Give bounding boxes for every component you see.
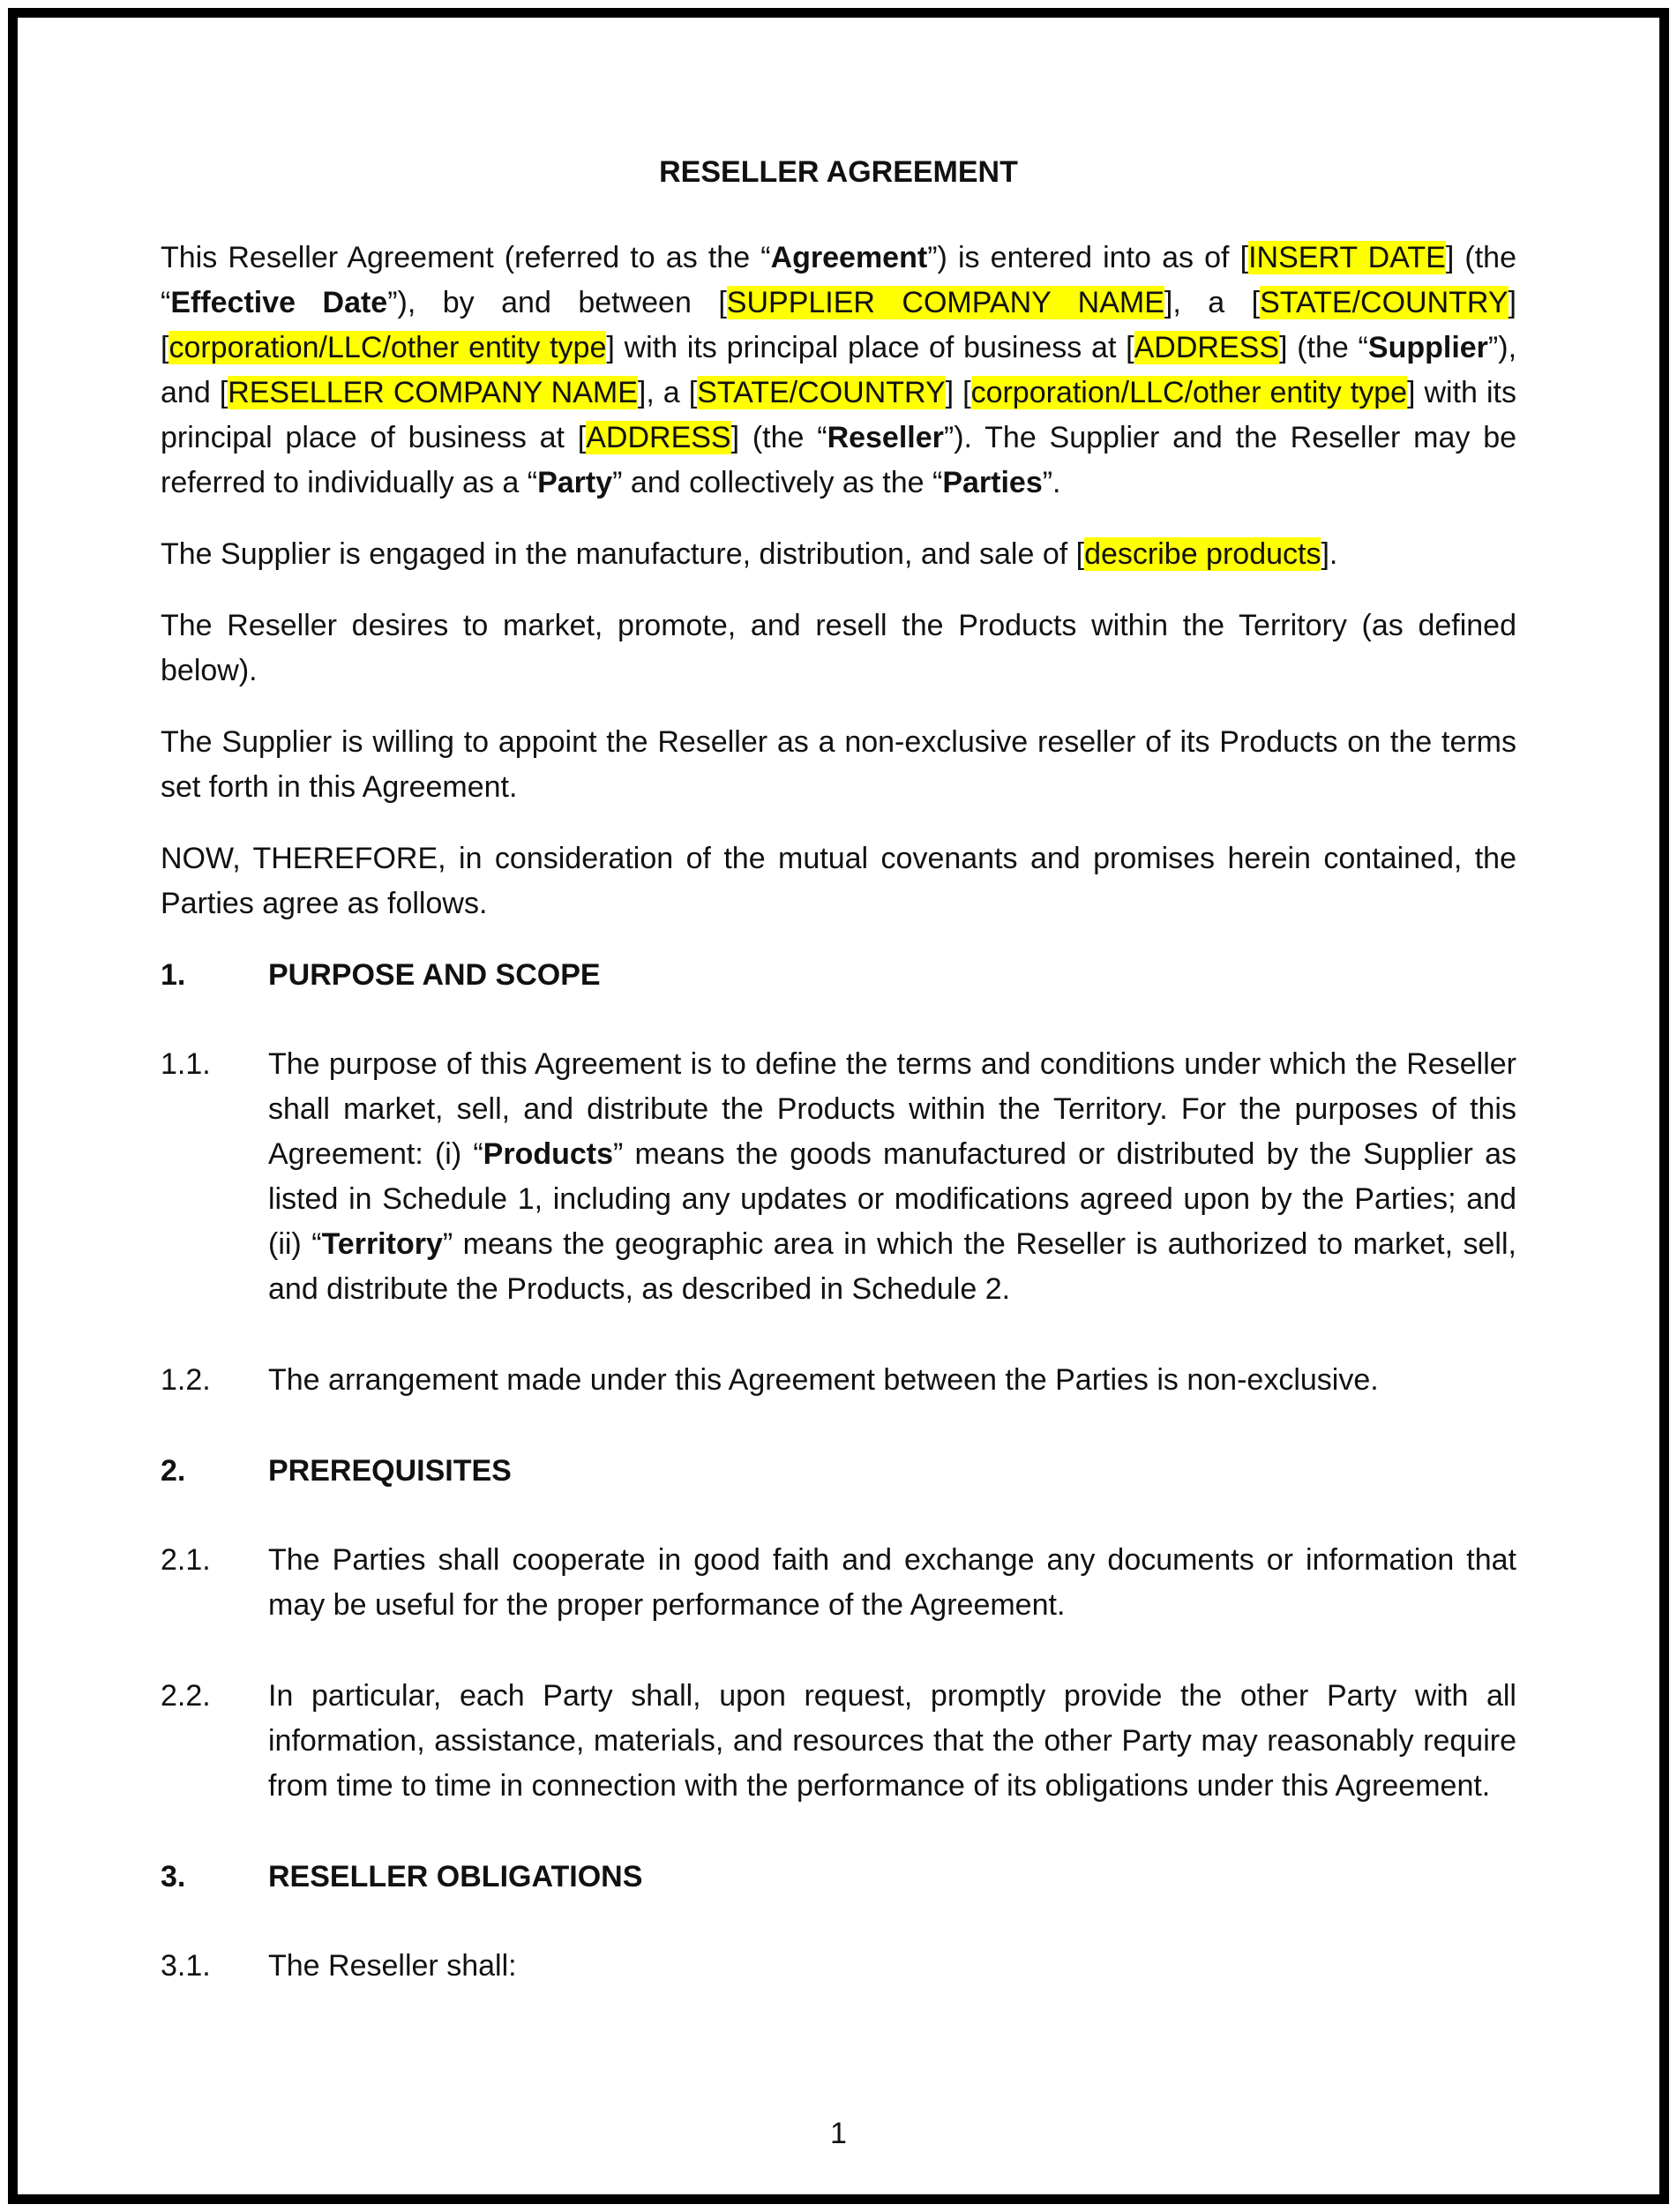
text-run: ] [: [161, 286, 1516, 364]
placeholder-highlight: STATE/COUNTRY: [1260, 286, 1509, 319]
text-run: ] with its principal place of business at [: [606, 331, 1134, 364]
placeholder-highlight: ADDRESS: [586, 421, 731, 454]
document-title: RESELLER AGREEMENT: [659, 155, 1018, 189]
placeholder-highlight: SUPPLIER COMPANY NAME: [726, 286, 1164, 319]
placeholder-highlight: RESELLER COMPANY NAME: [228, 376, 638, 409]
clause-2-1-text: [268, 1538, 1516, 1628]
text-run: ], a [: [1164, 286, 1261, 319]
placeholder-highlight: INSERT DATE: [1248, 241, 1446, 274]
clause-1-1: [161, 1042, 1516, 1312]
defined-term: Party: [537, 466, 613, 499]
text-run: The Parties shall cooperate in good faith and exchange any documents or information that may be useful for the proper performance of the Agreement.: [268, 1543, 1516, 1622]
text-run: ], a [: [637, 376, 698, 409]
clause-2-2-text: [268, 1674, 1516, 1809]
text-run: The Supplier is willing to appoint the Reseller as a non-exclusive reseller of its Products on the terms set forth in this Agreement.: [161, 725, 1516, 804]
recital-products-paragraph: [161, 532, 1516, 577]
text-run: ] (the “: [161, 241, 1516, 319]
placeholder-highlight: corporation/LLC/other entity type: [970, 376, 1408, 409]
clause-3-1-number: 3.1.: [161, 1949, 211, 1983]
section-2-number: 2.: [161, 1454, 186, 1488]
clause-2-2: [161, 1674, 1516, 1809]
text-run: ] with its principal place of business at [: [161, 376, 1516, 454]
section-3-heading: [161, 1855, 1516, 1900]
text-run: The Supplier is engaged in the manufacture, distribution, and sale of [: [161, 537, 1085, 571]
section-2-title: PREREQUISITES: [268, 1454, 512, 1488]
clause-1-2: [161, 1358, 1516, 1403]
section-1-heading: [161, 953, 1516, 998]
clause-3-1: [161, 1944, 1516, 1989]
page-number: 1: [830, 2117, 847, 2151]
text-run: ” means the geographic area in which the Reseller is authorized to market, sell, and distribute the Products, as described in Schedule 2.: [268, 1227, 1516, 1306]
recital-reseller-desire-paragraph: [161, 604, 1516, 694]
defined-term: Agreement: [770, 241, 928, 274]
section-2-heading: [161, 1449, 1516, 1494]
page-border-frame: [8, 8, 1669, 2204]
text-run: ” and collectively as the “: [612, 466, 943, 499]
defined-term: Parties: [942, 466, 1043, 499]
section-3-title: RESELLER OBLIGATIONS: [268, 1860, 643, 1893]
text-run: ] (the “: [1279, 331, 1368, 364]
defined-term: Supplier: [1367, 331, 1488, 364]
text-run: ”). The Supplier and the Reseller may be referred to individually as a “: [161, 421, 1517, 499]
text-run: In particular, each Party shall, upon request, promptly provide the other Party with all information, assistance, materials, and resources that the other Party may reasonably require from time to time in connection with the performance of its obligations under this Agreement.: [268, 1679, 1516, 1803]
text-run: NOW, THEREFORE, in consideration of the mutual covenants and promises herein contained, the Parties agree as follows.: [161, 842, 1516, 920]
placeholder-highlight: describe products: [1084, 537, 1321, 571]
text-run: ] [: [945, 376, 971, 409]
defined-term: Territory: [321, 1227, 443, 1261]
text-run: ” means the goods manufactured or distributed by the Supplier as listed in Schedule 1, including any updates or modifications agreed upon by the Parties; and (ii) “: [268, 1137, 1516, 1261]
clause-1-1-number: 1.1.: [161, 1047, 211, 1081]
clause-2-1: [161, 1538, 1516, 1628]
defined-term: Effective Date: [170, 286, 388, 319]
text-run: ”) is entered into as of [: [927, 241, 1249, 274]
clause-1-1-text: [268, 1042, 1516, 1312]
text-run: ] (the “: [730, 421, 827, 454]
text-run: ”), by and between [: [387, 286, 727, 319]
text-run: The arrangement made under this Agreement between the Parties is non-exclusive.: [268, 1363, 1379, 1397]
text-run: The Reseller shall:: [268, 1949, 517, 1983]
text-run: ].: [1321, 537, 1338, 571]
now-therefore-paragraph: [161, 836, 1516, 926]
defined-term: Reseller: [827, 421, 944, 454]
clause-3-1-text: [268, 1944, 1516, 1989]
text-run: ”), and [: [161, 331, 1517, 409]
text-run: ”.: [1042, 466, 1061, 499]
clause-1-2-text: [268, 1358, 1516, 1403]
section-3-number: 3.: [161, 1860, 186, 1893]
text-run: The Reseller desires to market, promote, and resell the Products within the Territory (as defined below).: [161, 609, 1516, 687]
section-1-number: 1.: [161, 958, 186, 992]
text-run: This Reseller Agreement (referred to as the “: [161, 241, 771, 274]
intro-paragraph: [161, 236, 1516, 506]
placeholder-highlight: ADDRESS: [1134, 331, 1279, 364]
placeholder-highlight: corporation/LLC/other entity type: [168, 331, 607, 364]
text-run: The purpose of this Agreement is to define the terms and conditions under which the Reseller shall market, sell, and distribute the Products within the Territory. For the purposes of this Agreement: (i) “: [268, 1047, 1516, 1171]
placeholder-highlight: STATE/COUNTRY: [697, 376, 946, 409]
clause-1-2-number: 1.2.: [161, 1363, 211, 1397]
defined-term: Products: [483, 1137, 614, 1171]
section-1-title: PURPOSE AND SCOPE: [268, 958, 601, 992]
clause-2-2-number: 2.2.: [161, 1679, 211, 1713]
recital-appointment-paragraph: [161, 720, 1516, 810]
clause-2-1-number: 2.1.: [161, 1543, 211, 1577]
